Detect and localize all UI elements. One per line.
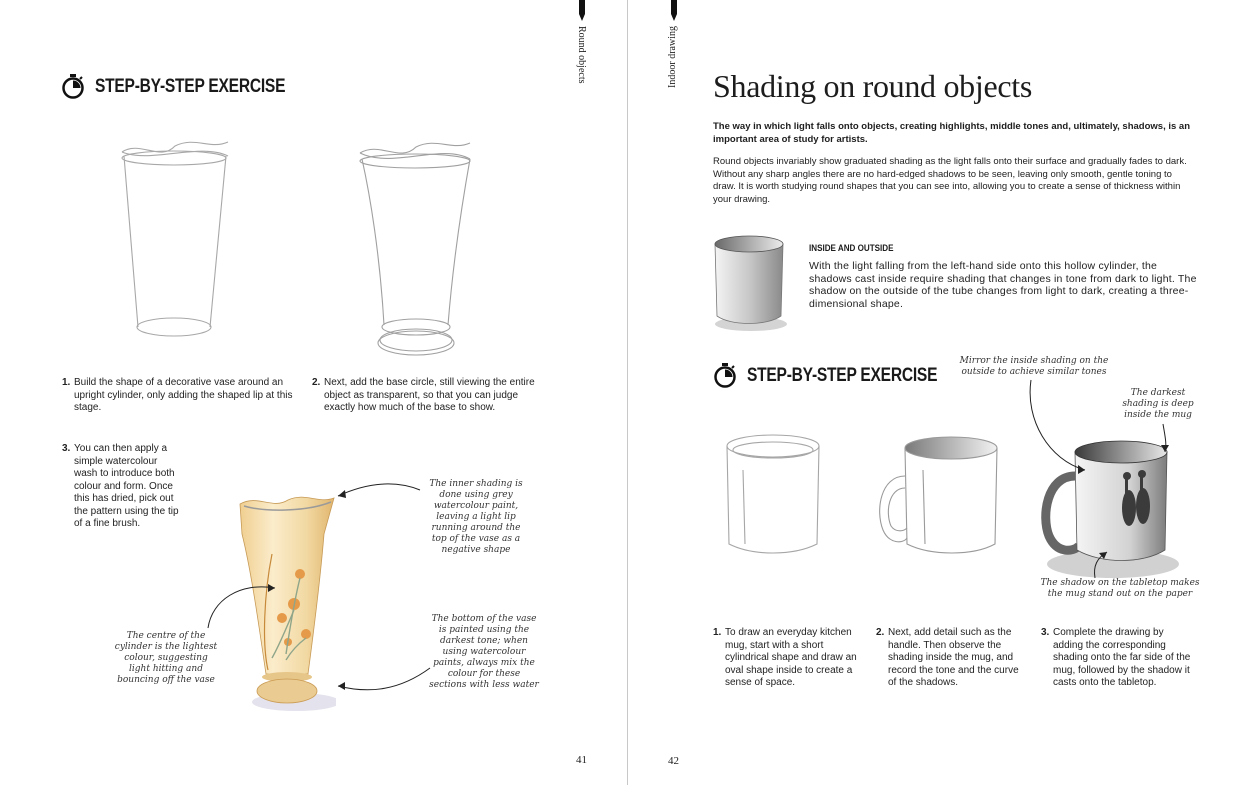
step-text: To draw an everyday kitchen mug, start with a short cylindrical shape and draw an oval shape inside to create a sense of space. — [725, 627, 857, 688]
page-title: Shading on round objects — [713, 68, 1032, 104]
running-head: Round objects — [576, 26, 587, 84]
step-number: 2. — [876, 627, 885, 638]
step-text: Next, add the base circle, still viewing the entire object as transparent, so that you can judge exactly how much of the base to show. — [324, 377, 535, 413]
page-number: 42 — [668, 755, 679, 767]
step-text: Complete the drawing by adding the corresponding shading onto the far side of the mug, followed by the shadow it casts onto the tabletop. — [1053, 627, 1191, 688]
right-page — [629, 0, 1254, 785]
step-number: 3. — [62, 443, 71, 454]
step-text: Next, add detail such as the handle. Then observe the shading inside the mug, and record the tone and the curve of the shadows. — [888, 627, 1019, 688]
step-number: 1. — [62, 377, 71, 388]
step-text: Build the shape of a decorative vase around an upright cylinder, only adding the shaped lip at this stage. — [74, 377, 293, 413]
annotation-shadow: The shadow on the tabletop makes the mug stand out on the paper — [1040, 578, 1200, 599]
annotation-inner-shading: The inner shading is done using grey watercolour paint, leaving a light lip running around the top of the vase as a negative shape — [429, 479, 523, 555]
step-number: 1. — [713, 627, 722, 638]
step-2 — [876, 627, 1028, 690]
annotation-darkest: The darkest shading is deep inside the mug — [1122, 388, 1194, 420]
inside-outside-heading: INSIDE AND OUTSIDE — [809, 243, 894, 254]
step-text: You can then apply a simple watercolour wash to introduce both colour and form. Once this has dried, pick out the pattern using the tip of a fine brush. — [74, 443, 179, 529]
body-text: Round objects invariably show graduated shading as the light falls onto their surface and gradually fades to dark. Without any sharp angles there are no hard-edged shadows to be seen, leaving only smooth, gentle toning to draw. It is worth studying round shapes that you can see into, allowing you to create a sense of thickness within your drawing. — [713, 156, 1187, 205]
intro-text: The way in which light falls onto objects, creating highlights, middle tones and, ultimately, shadows, is an important area of study for artists. — [713, 121, 1190, 145]
running-head: Indoor drawing — [667, 26, 678, 88]
step-number: 2. — [312, 377, 321, 388]
step-1 — [713, 627, 865, 690]
annotation-bottom-darkest: The bottom of the vase is painted using the darkest tone; when using watercolour paints, always mix the colour for these sections with less water — [429, 614, 539, 690]
book-spine — [627, 0, 628, 785]
inside-outside-text: With the light falling from the left-hand side onto this hollow cylinder, the shadows cast inside require shading that changes in tone from dark to light. The shadow on the outside of the tube changes from light to dark, creating a three-dimensional shape. — [809, 260, 1197, 310]
annotation-centre-lightest: The centre of the cylinder is the lightest colour, suggesting light hitting and bouncing off the vase — [114, 631, 218, 685]
step-number: 3. — [1041, 627, 1050, 638]
exercise-heading-label: STEP-BY-STEP EXERCISE — [95, 75, 286, 97]
page-number: 41 — [576, 754, 587, 766]
annotation-mirror: Mirror the inside shading on the outside to achieve similar tones — [959, 356, 1109, 377]
step-3 — [1041, 627, 1193, 690]
exercise-heading-label: STEP-BY-STEP EXERCISE — [747, 364, 938, 386]
